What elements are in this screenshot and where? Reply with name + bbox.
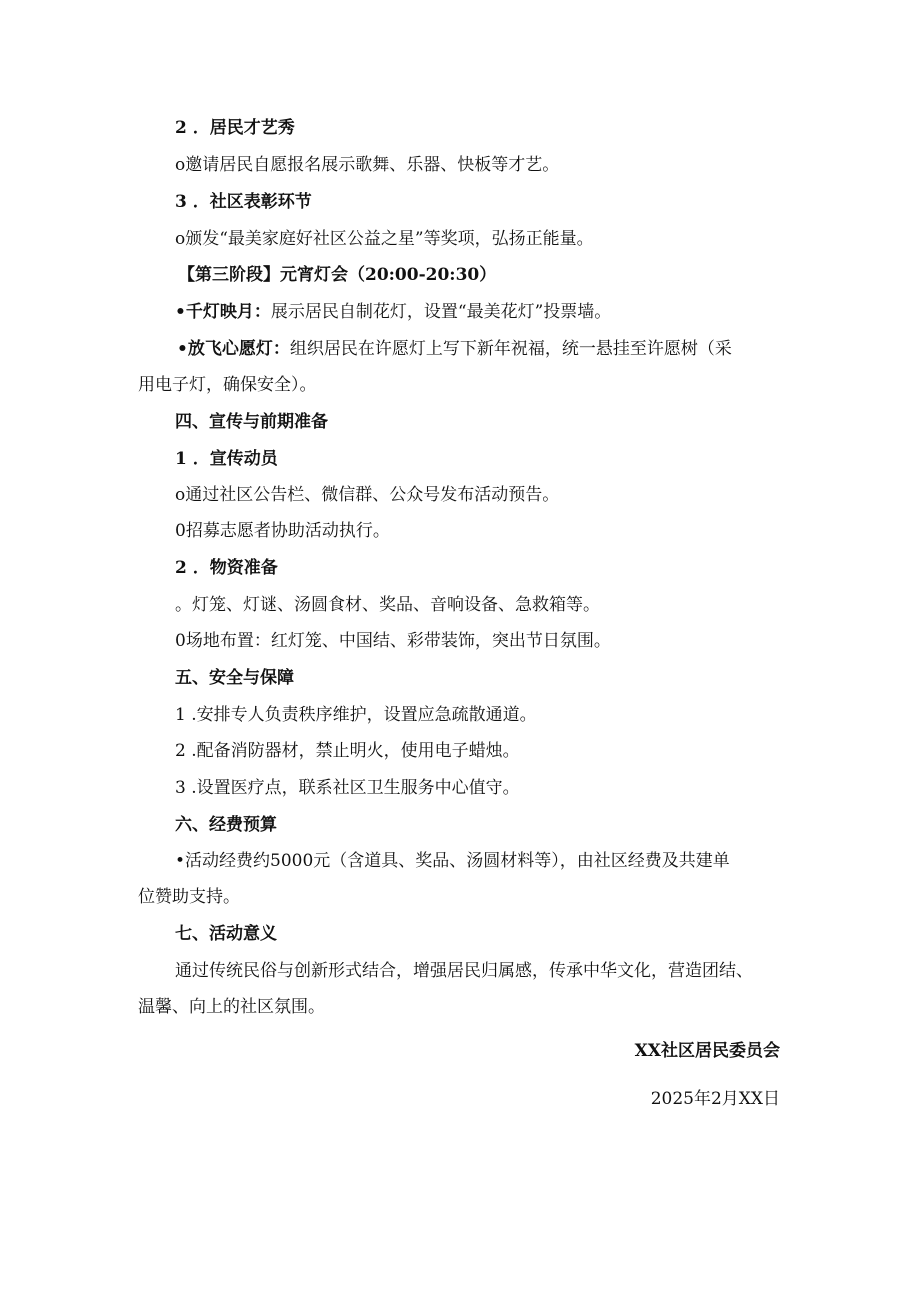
list-item-continuation: 位赞助支持。 xyxy=(138,887,240,907)
subsection-title-materials: 2 ．物资准备 xyxy=(175,558,278,578)
signature: XX社区居民委员会 xyxy=(634,1041,780,1061)
subsection-title-mobilization: 1 ．宣传动员 xyxy=(175,449,278,469)
list-item: 0招募志愿者协助活动执行。 xyxy=(175,521,390,541)
paragraph: 通过传统民俗与创新形式结合，增强居民归属感，传承中华文化，营造团结、 xyxy=(175,961,753,981)
subsection-title-commendation: 3 ．社区表彰环节 xyxy=(175,192,312,212)
list-item: 1 .安排专人负责秩序维护，设置应急疏散通道。 xyxy=(175,705,537,725)
subsection-title-talent-show: 2 ．居民才艺秀 xyxy=(175,118,295,138)
list-item: 0场地布置：红灯笼、中国结、彩带装饰，突出节日氛围。 xyxy=(175,631,611,651)
list-item: o邀请居民自愿报名展示歌舞、乐器、快板等才艺。 xyxy=(175,155,560,175)
list-item: 。灯笼、灯谜、汤圆食材、奖品、音响设备、急救箱等。 xyxy=(175,595,600,615)
section-title-significance: 七、活动意义 xyxy=(175,924,277,944)
list-item-continuation: 用电子灯，确保安全）。 xyxy=(138,375,317,395)
list-item: •活动经费约5000元（含道具、奖品、汤圆材料等），由社区经费及共建单 xyxy=(175,851,730,871)
stage3-title: 【第三阶段】元宵灯会（20:00-20:30） xyxy=(178,265,497,285)
list-item: o颁发“最美家庭好社区公益之星”等奖项，弘扬正能量。 xyxy=(175,229,594,249)
date: 2025年2月XX日 xyxy=(650,1089,780,1109)
list-item-text: 组织居民在许愿灯上写下新年祝福，统一悬挂至许愿树（采 xyxy=(289,339,732,359)
paragraph-continuation: 温馨、向上的社区氛围。 xyxy=(138,997,325,1017)
section-title-publicity: 四、宣传与前期准备 xyxy=(175,412,328,432)
list-item xyxy=(177,338,732,360)
list-item-label: •千灯映月： xyxy=(175,302,271,322)
list-item: o通过社区公告栏、微信群、公众号发布活动预告。 xyxy=(175,485,560,505)
section-title-safety: 五、安全与保障 xyxy=(175,668,294,688)
list-item: 2 .配备消防器材，禁止明火，使用电子蜡烛。 xyxy=(175,741,520,761)
section-title-budget: 六、经费预算 xyxy=(175,815,277,835)
list-item: 3 .设置医疗点，联系社区卫生服务中心值守。 xyxy=(175,778,520,798)
list-item xyxy=(175,301,611,323)
list-item-label: •放飞心愿灯： xyxy=(177,339,290,359)
list-item-text: 展示居民自制花灯，设置“最美花灯”投票墙。 xyxy=(270,302,612,322)
